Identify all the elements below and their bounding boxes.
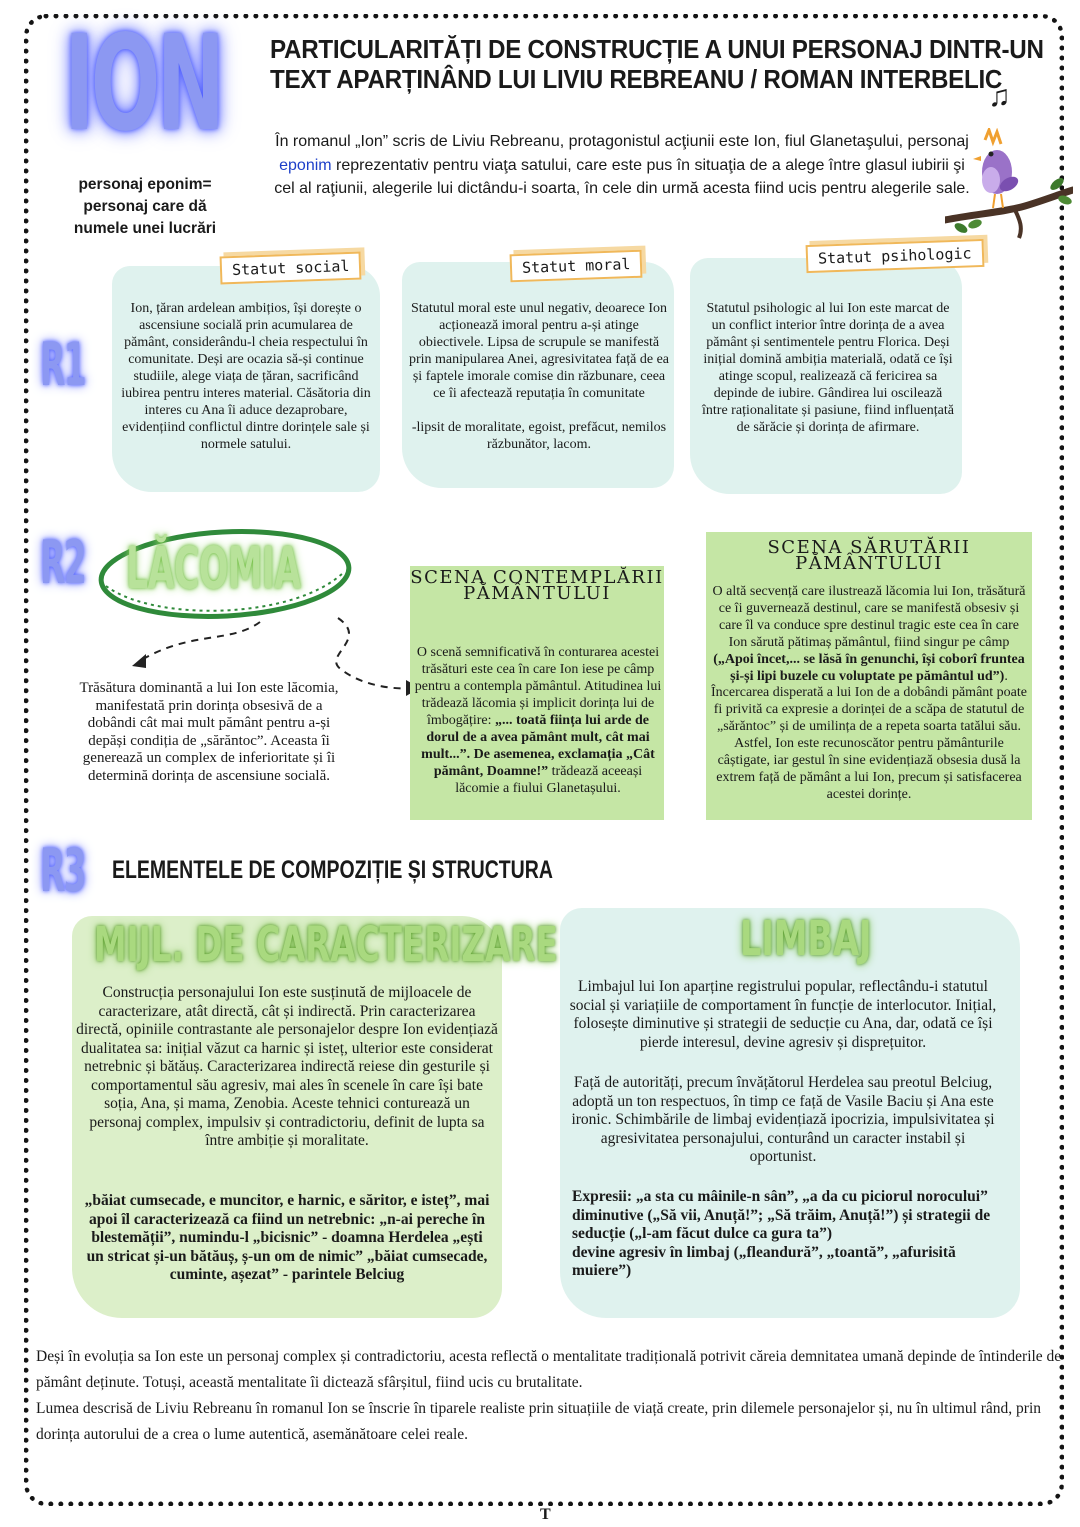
limbaj-text: Limbajul lui Ion aparține registrului popular, reflectându-i statutul social și variațiile de comportament în funcție de interlocutor. Inițial, folosește diminutive și strategii de seducție cu Ana, dar, odată ce își pierde interesul, devine agresiv și disprețuitor.: [569, 978, 997, 1051]
intro-text-start: În romanul „Ion” scris de Liviu Rebreanu, protagonistul acţiunii este Ion, fiul Glanetaşului, personaj: [275, 133, 969, 150]
scene-sarutare-text: [710, 584, 1028, 804]
card-psihologic-text: Statutul psihologic al lui Ion este marcat de un conflict interior între dorința de a avea pământ și sentimentele pentru Florica. Deși inițial domină ambiția materială, odată ce își atinge scopul, realizează că fericirea sa depinde de iubire. Gândirea lui oscilează între raționalitate și pasiune, fiind influențată de sărăcie și dorința de afirmare.: [702, 301, 954, 435]
page-marker: T: [540, 1506, 551, 1523]
limbaj-expressions: [572, 1188, 1002, 1281]
label-r3: R3: [40, 836, 86, 906]
section-heading-composition: ELEMENTELE DE COMPOZIȚIE ȘI STRUCTURA: [112, 856, 553, 884]
eponim-definition: personaj eponim= personaj care dă numele unei lucrări: [73, 176, 217, 237]
intro-paragraph: [272, 130, 972, 201]
scene-contemplare-text: [412, 644, 664, 797]
music-note-icon: ♫: [988, 80, 1011, 113]
theme-lacomia: LĂCOMIA: [126, 534, 301, 602]
tag-statut-social: Statut social: [220, 252, 362, 285]
card-moral-traits: -lipsit de moralitate, egoist, prefăcut, nemilos răzbunător, lacom.: [411, 420, 667, 452]
scene-contemplare-end: trădează aceeași lăcomie a fiului Glanetașului.: [455, 764, 643, 796]
card-social-text: Ion, țăran ardelean ambițios, își dorește o ascensiune socială prin acumularea de pământ, considerându-l cheia respectului în comunitate. Deși are ocazia să-și continue studiile, alege viața de țăran, sacrificând iubirea pentru interes material. Căsătoria din interes cu Ana îi aduce dezaprobare, evidențiind conflictul dintre dorințele sale și normele satului.: [121, 301, 371, 452]
scene-contemplare-quote: „... toată ființa lui arde de dorul de a avea pământ mult, cât mai mult...”. De asemenea, exclamația „Cât pământ, Doamne!”: [421, 713, 655, 779]
bird-on-branch-icon: [945, 128, 1073, 243]
scene-sarutare-quote: („Apoi încet,... se lăsă în genunchi, își coborî fruntea și-și lipi buzele cu voluptate pe pământul ud”): [713, 651, 1025, 684]
scene-contemplare-title: SCENA CONTEMPLĂRII PĂMÂNTULUI: [410, 567, 664, 604]
conclusion-p2: Lumea descrisă de Liviu Rebreanu în romanul Ion se înscrie în tiparele realiste prin situațiile de viață create, prin dilemele personajelor și, nu în ultimul rând, prin dorința autorului de a crea o lume autentică, asemănătoare celei reale.: [36, 1400, 1042, 1443]
conclusion: [36, 1344, 1076, 1448]
scene-contemplare-body: O scenă semnificativă în conturarea acestei trăsături este cea în care Ion iese pe câmp pentru a contempla pământul. Atitudinea lui trădează lăcomia și implicit dorința lui de îmbogățire:: [414, 645, 662, 728]
scene-sarutare-body: O altă secvență care ilustrează lăcomia lui Ion, trăsătură ce îi guvernează destinul, care se manifestă obsesiv și care îl va conduce spre destinul tragic este cea în care Ion sărută pătimaș pământul, fiind singur pe câmp: [712, 584, 1026, 650]
page-title: [270, 34, 1044, 94]
scene-sarutare-title: SCENA SĂRUTĂRII PĂMÂNTULUI: [767, 537, 971, 574]
label-r1: R1: [40, 330, 86, 400]
mijloace-quotes: „băiat cumsecade, e muncitor, e harnic, e săritor, e isteț”, mai apoi îl caracterizează ca fiind un netrebnic: „n-ai pereche în blestemății”, numindu-l „bicisnic” - doamna Herdelea „ești un stricat și-un bătăuș, ș-un om de nimic” „băiat cumsecade, cuminte, așezat” - parintele Belciug: [84, 1192, 490, 1283]
limbaj-expr-3: devine agresiv în limbaj („fleandură”, „toantă”, „afurisită muiere”): [572, 1243, 956, 1279]
title-line-1: PARTICULARITĂȚI DE CONSTRUCȚIE A UNUI PERSONAJ DINTR-UN: [270, 34, 1044, 64]
mijloace-title: MIJL. DE CARACTERIZARE: [94, 917, 558, 973]
title-line-2: TEXT APARȚINÂND LUI LIVIU REBREANU / ROMAN INTERBELIC: [270, 64, 1003, 94]
lacomia-trait-text: Trăsătura dominantă a lui Ion este lăcomia, manifestată prin dorința obsesivă de a dobândi cât mai mult pământ pentru a-și depăși condiția de „sărăntoc”. Aceasta îi generează un complex de inferioritate și îi determină dorința de ascensiune socială.: [79, 680, 339, 784]
tag-statut-moral: Statut moral: [510, 250, 643, 283]
tag-statut-psihologic: Statut psihologic: [806, 239, 984, 273]
scene-sarutare-end: . Încercarea disperată a lui Ion de a dobândi pământ poate fi privită ca expresie a dorinței de a scăpa de statutul de „sărăntoc” și de umilința de a repeta soarta tatălui său. Astfel, Ion este recunoscător pentru pământurile câștigate, iar gestul în sine evidențiază obsesia dusă la extrem față de pământ a lui Ion, precum și satisfacerea acestei dorințe.: [710, 668, 1027, 802]
limbaj-expr-2: diminutive („Să vii, Anuță!”; „Să trăim, Anuță!”) și strategii de seducție („l-am făcut dulce ca gura ta”): [572, 1206, 991, 1242]
limbaj-title: LIMBAJ: [740, 911, 872, 967]
limbaj-expr-1: Expresii: „a sta cu mâinile-n sân”, „a da cu piciorul norocului”: [572, 1188, 988, 1205]
limbaj-text-2: Față de autorități, precum învățătorul Herdelea sau preotul Belciug, adoptă un ton respectuos, în timp ce față de Vasile Baciu și Ana este ironic. Schimbările de limbaj evidențiază ipocrizia, impulsivitatea și agresivitatea personajului, conturând un caracter instabil și oportunist.: [571, 1074, 995, 1165]
label-r2: R2: [40, 528, 86, 598]
mijloace-text: Construcția personajului Ion este susținută de mijloacele de caracterizare, atât directă, cât și indirectă. Prin caracterizarea directă, opiniile contrastante ale personajelor despre Ion evidențiază dualitatea sa: inițial văzut ca harnic și isteț, ulterior este considerat netrebnic și bătăuș. Caracterizarea indirectă reiese din gesturile și comportamentul său agresiv, mai ales în scenele în care își bate soția, Ana, și mama, Zenobia. Aceste tehnici conturează un personaj complex, impulsiv și contradictoriu, definit de lupta sa între ambiție și moralitate.: [76, 984, 498, 1149]
intro-highlight-eponim: eponim: [279, 156, 332, 174]
card-moral-text: [408, 300, 670, 453]
big-title-ion: ION: [64, 7, 222, 161]
intro-text-end: reprezentativ pentru viaţa satului, care este pus în situaţia de a alege între glasul iubirii şi cel al raţiunii, alegerile lui dictându-i soarta, în cele din urmă acesta fiind ucis pentru alegerile sale.: [274, 156, 970, 197]
conclusion-p1: Deși în evoluția sa Ion este un personaj complex și contradictoriu, acesta reflectă o mentalitate tradițională potrivit căreia demnitatea umană depinde de întinderile de pământ deținute. Totuși, această mentalitate îi dictează sfârșitul, fiind ucis cu brutalitate.: [36, 1348, 1062, 1391]
card-moral-paragraph: Statutul moral este unul negativ, deoarece Ion acționează imoral pentru a-și atinge obiectivele. Lipsa de scrupule se manifestă prin manipularea Anei, agresivitatea față de ea și faptele imorale comise din răzbunare, ceea ce îi afectează reputația în comunitate: [408, 301, 670, 401]
